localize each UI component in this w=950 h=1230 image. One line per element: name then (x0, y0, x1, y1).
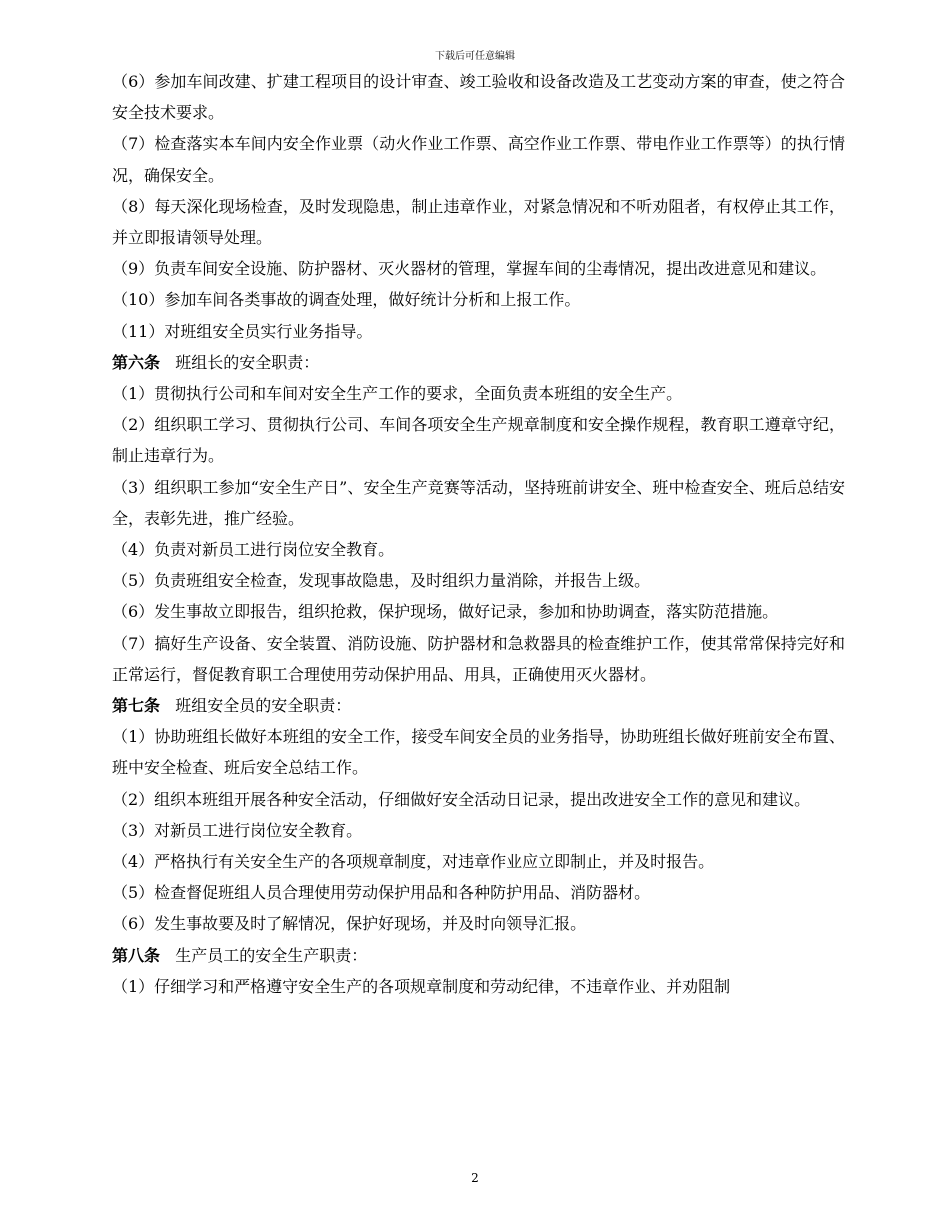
article-number: 第八条 (112, 945, 161, 965)
article-heading (112, 940, 845, 971)
paragraph: （10）参加车间各类事故的调查处理，做好统计分析和上报工作。 (112, 290, 581, 310)
header-note: 下载后可任意编辑 (435, 51, 515, 62)
paragraph: （6）参加车间改建、扩建工程项目的设计审查、竣工验收和设备改造及工艺变动方案的审查，使之符合安全技术要求。 (112, 72, 845, 123)
page-number: 2 (471, 1171, 479, 1185)
paragraph: （1）贯彻执行公司和车间对安全生产工作的要求，全面负责本班组的安全生产。 (112, 384, 683, 404)
paragraph: （7）检查落实本车间内安全作业票（动火作业工作票、高空作业工作票、带电作业工作票等）的执行情况，确保安全。 (112, 134, 845, 185)
paragraph: （11）对班组安全员实行业务指导。 (112, 321, 373, 341)
paragraph: （1）协助班组长做好本班组的安全工作，接受车间安全员的业务指导，协助班组长做好班前安全布置、班中安全检查、班后安全总结工作。 (112, 727, 845, 778)
paragraph: （5）负责班组安全检查，发现事故隐患，及时组织力量消除，并报告上级。 (112, 571, 651, 591)
paragraph: （4）负责对新员工进行岗位安全教育。 (112, 540, 395, 560)
paragraph: （8）每天深化现场检查，及时发现隐患，制止违章作业，对紧急情况和不听劝阻者，有权停止其工作，并立即报请领导处理。 (112, 196, 845, 248)
paragraph: （6）发生事故立即报告，组织抢救，保护现场，做好记录，参加和协助调查，落实防范措施。 (112, 602, 779, 622)
paragraph: （2）组织本班组开展各种安全活动，仔细做好安全活动日记录，提出改进安全工作的意见和建议。 (112, 789, 811, 809)
paragraph: （3）组织职工参加“安全生产日”、安全生产竞赛等活动，坚持班前讲安全、班中检查安全、班后总结安全，表彰先进，推广经验。 (112, 477, 845, 528)
article-number: 第六条 (112, 352, 161, 372)
paragraph: （7）搞好生产设备、安全装置、消防设施、防护器材和急救器具的检查维护工作，使其常常保持完好和正常运行，督促教育职工合理使用劳动保护用品、用具，正确使用灭火器材。 (112, 633, 845, 684)
article-heading (112, 690, 845, 721)
paragraph: （1）仔细学习和严格遵守安全生产的各项规章制度和劳动纪律，不违章作业、并劝阻制 (112, 976, 731, 996)
article-number: 第七条 (112, 696, 161, 716)
paragraph: （3）对新员工进行岗位安全教育。 (112, 820, 363, 840)
article-subject: 班组长的安全职责： (175, 352, 320, 372)
article-subject: 生产员工的安全生产职责： (175, 945, 368, 965)
article-heading (112, 347, 845, 378)
document-body (112, 66, 845, 1002)
paragraph: （4）严格执行有关安全生产的各项规章制度，对违章作业应立即制止，并及时报告。 (112, 852, 715, 872)
paragraph: （2）组织职工学习、贯彻执行公司、车间各项安全生产规章制度和安全操作规程，教育职工遵章守纪，制止违章行为。 (112, 415, 845, 466)
paragraph: （5）检查督促班组人员合理使用劳动保护用品和各种防护用品、消防器材。 (112, 883, 651, 903)
article-subject: 班组安全员的安全职责： (175, 696, 352, 716)
paragraph: （9）负责车间安全设施、防护器材、灭火器材的管理，掌握车间的尘毒情况，提出改进意见和建议。 (112, 259, 827, 279)
paragraph: （6）发生事故要及时了解情况，保护好现场，并及时向领导汇报。 (112, 914, 587, 934)
